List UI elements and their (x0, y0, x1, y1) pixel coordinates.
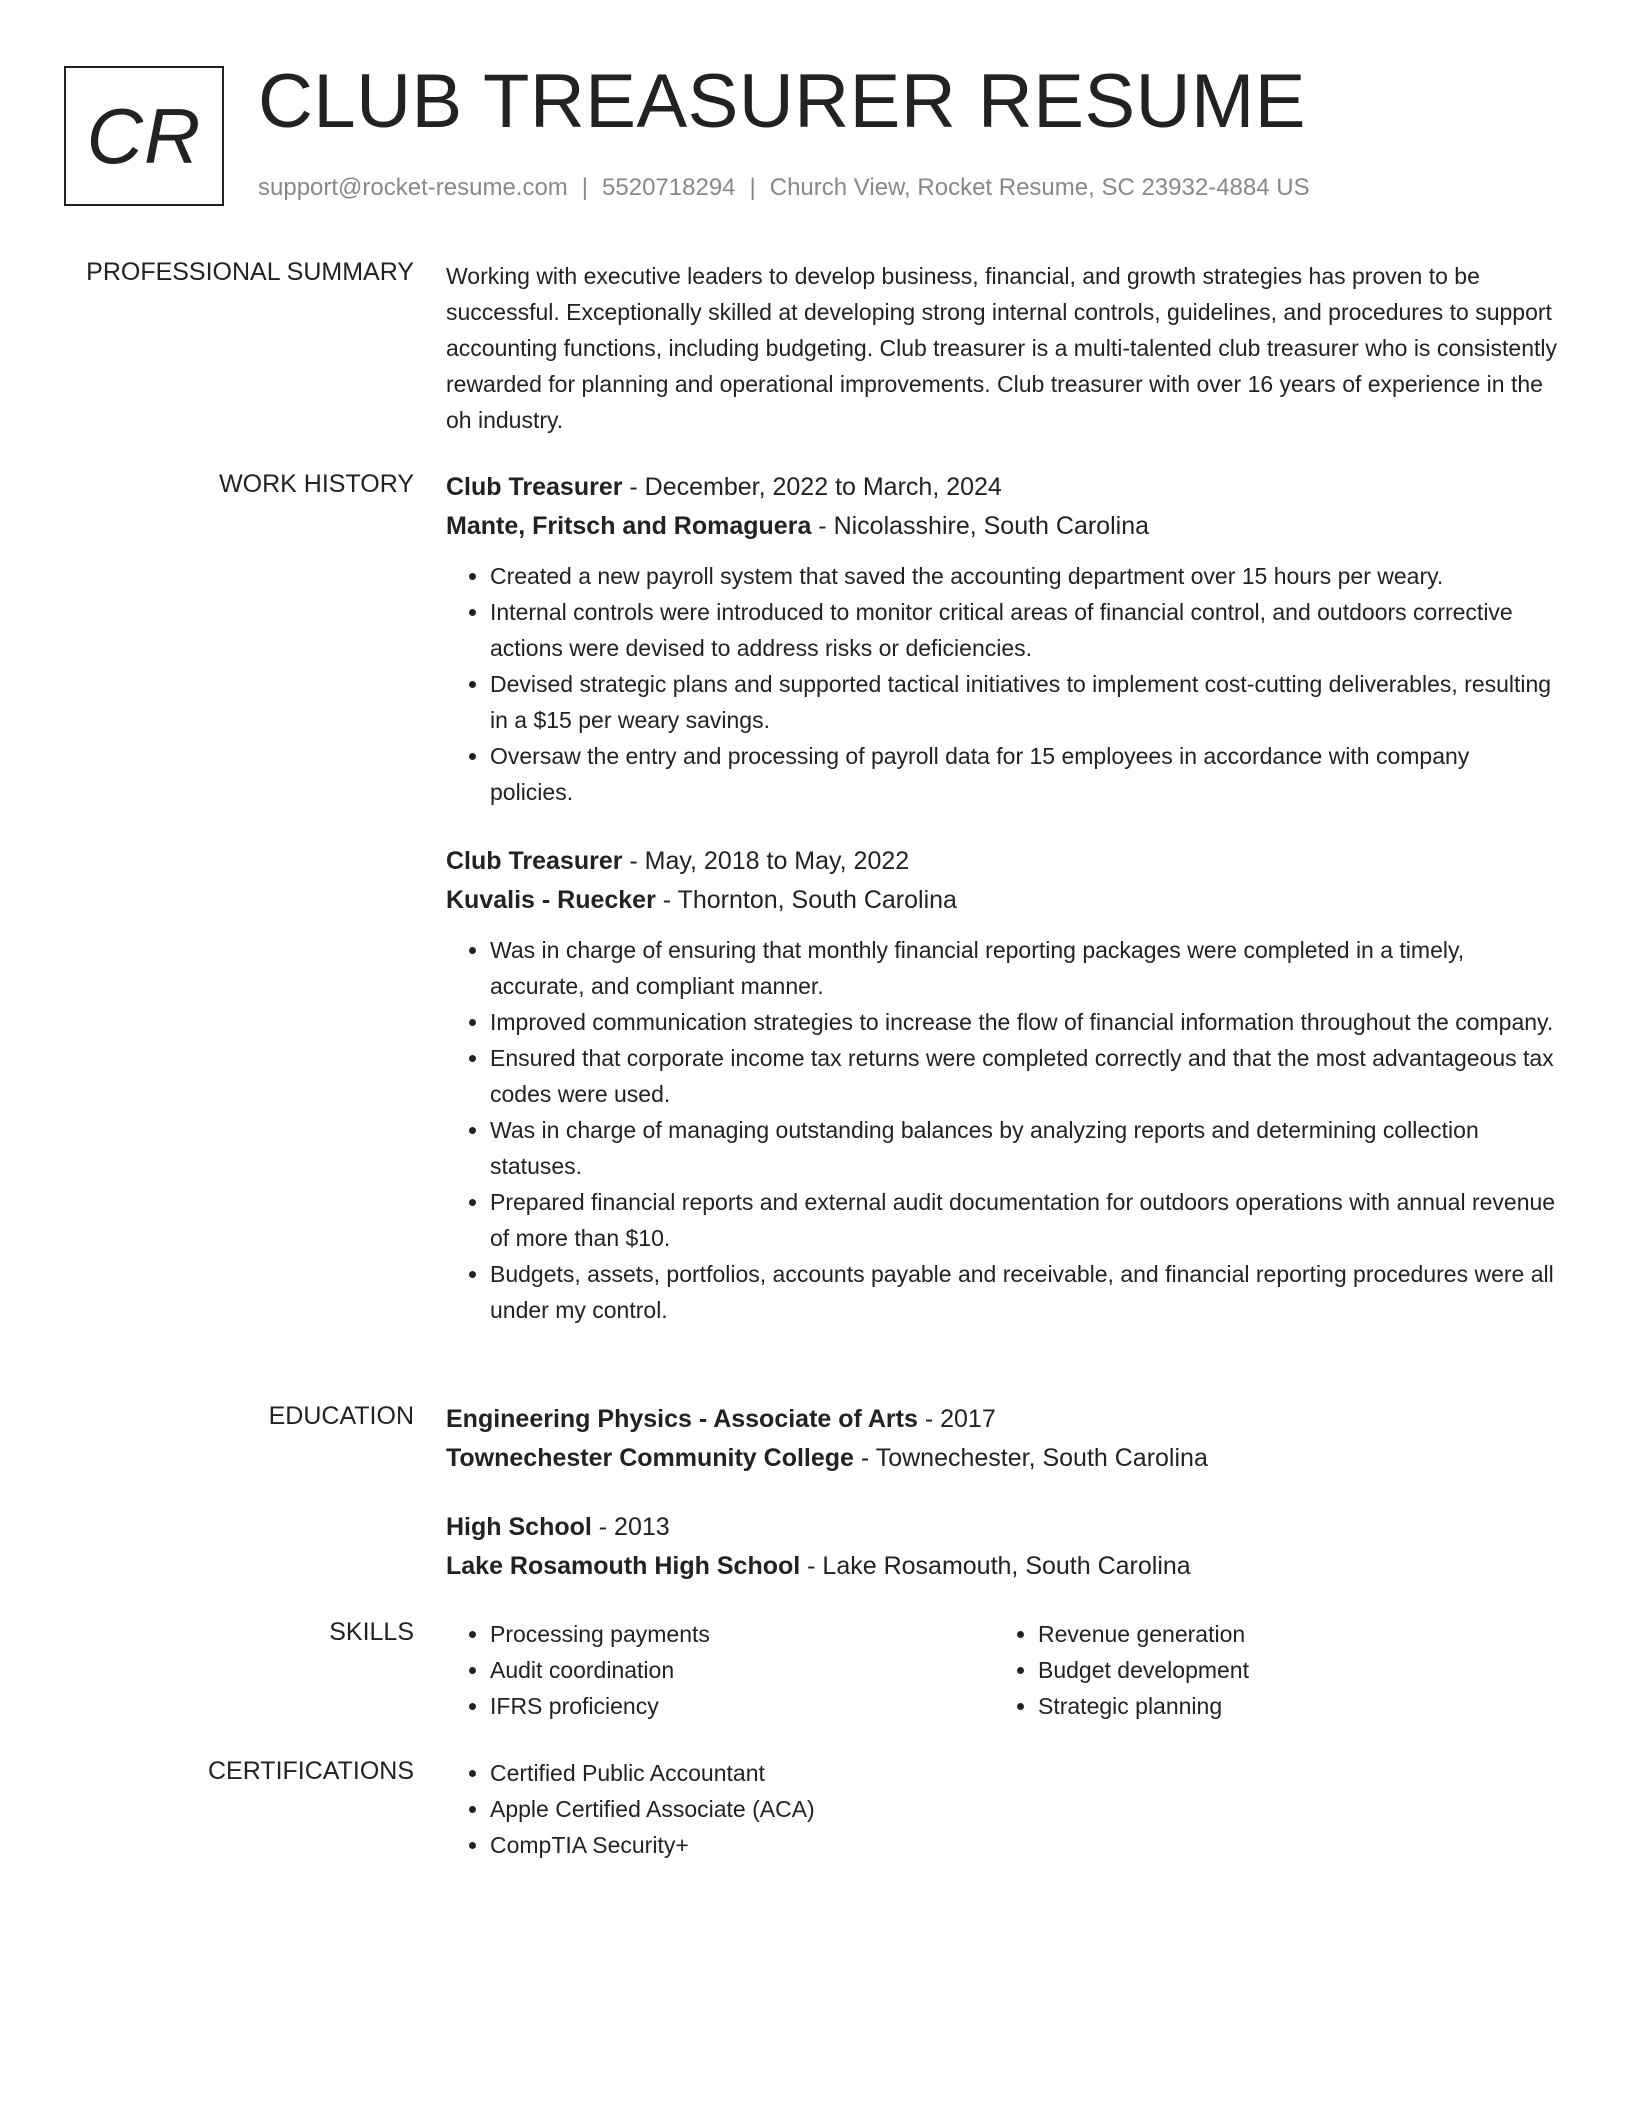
certification-item: • CompTIA Security+ (490, 1827, 1558, 1863)
skills-list-right (994, 1616, 1542, 1724)
job-entry (446, 842, 1558, 1328)
certification-item: • Certified Public Accountant (490, 1755, 1558, 1791)
job-company: Mante, Fritsch and Romaguera (446, 512, 812, 540)
job-title-line (446, 842, 1558, 881)
section-label-certifications: CERTIFICATIONS (207, 1757, 414, 1785)
contact-address: Church View, Rocket Resume, SC 23932-4884 US (769, 174, 1310, 201)
section-label-skills: SKILLS (329, 1618, 414, 1646)
education-degree-line (446, 1508, 1558, 1547)
monogram-initials: CR (86, 91, 202, 180)
education-entry (446, 1508, 1558, 1586)
skill-item: • Strategic planning (1038, 1688, 1542, 1724)
contact-email: support@rocket-resume.com (258, 174, 568, 201)
job-bullet: • Was in charge of ensuring that monthly financial reporting packages were completed in a timely, accurate, and compliant manner. (490, 932, 1558, 1004)
job-bullet: • Oversaw the entry and processing of payroll data for 15 employees in accordance with company policies. (490, 738, 1558, 810)
education-location: - Townechester, South Carolina (853, 1444, 1208, 1472)
education-year: - 2017 (917, 1405, 996, 1433)
contact-separator: | (749, 174, 756, 201)
job-title-line (446, 468, 1558, 507)
education-degree-line (446, 1400, 1558, 1439)
job-entry (446, 468, 1558, 810)
certifications-list (446, 1755, 1558, 1863)
job-dates: - December, 2022 to March, 2024 (622, 473, 1002, 501)
section-label-education: EDUCATION (268, 1402, 414, 1430)
skills-list-left (446, 1616, 994, 1724)
job-bullet: • Created a new payroll system that saved the accounting department over 15 hours per weary. (490, 558, 1558, 594)
job-bullet: • Prepared financial reports and external audit documentation for outdoors operations with annual revenue of more than $10. (490, 1184, 1558, 1256)
job-title: Club Treasurer (446, 847, 623, 875)
skills-grid (446, 1616, 1558, 1724)
resume-title: CLUB TREASURER RESUME (258, 59, 1306, 144)
monogram-box (64, 66, 224, 206)
skill-item: • Budget development (1038, 1652, 1542, 1688)
job-bullet: • Ensured that corporate income tax returns were completed correctly and that the most advantageous tax codes were used. (490, 1040, 1558, 1112)
contact-separator: | (581, 174, 589, 201)
job-bullet: • Budgets, assets, portfolios, accounts payable and receivable, and financial reporting procedures were all under my control. (490, 1256, 1558, 1328)
education-degree: High School (446, 1513, 592, 1541)
job-company-line (446, 507, 1558, 546)
job-bullets (446, 558, 1558, 810)
education-year: - 2013 (591, 1513, 670, 1541)
education-entry (446, 1400, 1558, 1478)
education-school: Lake Rosamouth High School (446, 1552, 801, 1580)
job-bullet: • Internal controls were introduced to monitor critical areas of financial control, and outdoors corrective actions were devised to address risks or deficiencies. (490, 594, 1558, 666)
education-school: Townechester Community College (446, 1444, 854, 1472)
certification-item: • Apple Certified Associate (ACA) (490, 1791, 1558, 1827)
skill-item: • Revenue generation (1038, 1616, 1542, 1652)
job-bullets (446, 932, 1558, 1328)
job-title: Club Treasurer (446, 473, 623, 501)
contact-line (258, 174, 1310, 202)
job-bullet: • Improved communication strategies to increase the flow of financial information throughout the company. (490, 1004, 1558, 1040)
summary-text: Working with executive leaders to develop business, financial, and growth strategies has proven to be successful. Exceptionally skilled at developing strong internal controls, guidelines, and procedures to support accounting functions, including budgeting. Club treasurer is a multi-talented club treasurer who is consistently rewarded for planning and operational improvements. Club treasurer with over 16 years of experience in the oh industry. (446, 263, 1557, 433)
education-location: - Lake Rosamouth, South Carolina (800, 1552, 1191, 1580)
education-school-line (446, 1439, 1558, 1478)
section-label-work-history: WORK HISTORY (219, 470, 414, 498)
section-label-summary: PROFESSIONAL SUMMARY (86, 258, 414, 286)
skill-item: • IFRS proficiency (490, 1688, 994, 1724)
job-bullet: • Was in charge of managing outstanding balances by analyzing reports and determining collection statuses. (490, 1112, 1558, 1184)
education-school-line (446, 1547, 1558, 1586)
education-degree: Engineering Physics - Associate of Arts (446, 1405, 918, 1433)
job-dates: - May, 2018 to May, 2022 (622, 847, 910, 875)
job-location: - Nicolasshire, South Carolina (811, 512, 1150, 540)
job-bullet: • Devised strategic plans and supported tactical initiatives to implement cost-cutting deliverables, resulting in a $15 per weary savings. (490, 666, 1558, 738)
job-company-line (446, 881, 1558, 920)
skill-item: • Processing payments (490, 1616, 994, 1652)
contact-phone: 5520718294 (602, 174, 736, 201)
job-company: Kuvalis - Ruecker (446, 886, 656, 914)
skill-item: • Audit coordination (490, 1652, 994, 1688)
job-location: - Thornton, South Carolina (655, 886, 957, 914)
